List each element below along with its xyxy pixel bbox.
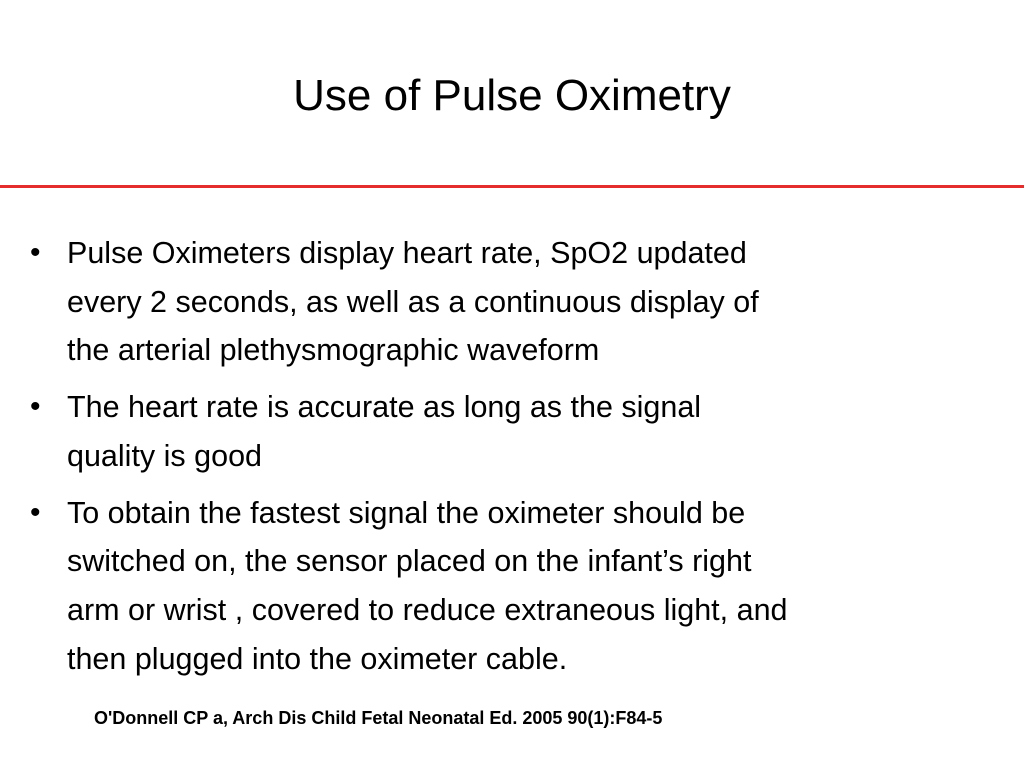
bullet-line: every 2 seconds, as well as a continuous display of	[67, 284, 759, 319]
bullet-icon: •	[30, 495, 41, 529]
bullet-icon: •	[30, 236, 41, 269]
slide-title: Use of Pulse Oximetry	[293, 71, 731, 120]
citation: O'Donnell CP a, Arch Dis Child Fetal Neonatal Ed. 2005 90(1):F84-5	[94, 708, 663, 728]
bullet-line: quality is good	[67, 438, 262, 473]
bullet-icon: •	[30, 390, 41, 424]
bullet-item	[30, 383, 1020, 480]
bullet-line: then plugged into the oximeter cable.	[67, 641, 568, 676]
bullet-item	[30, 489, 1020, 684]
bullet-line: switched on, the sensor placed on the infant’s right	[67, 544, 752, 579]
bullet-line: To obtain the fastest signal the oximeter should be	[67, 495, 746, 530]
title-divider	[0, 185, 1024, 188]
bullet-line: Pulse Oximeters display heart rate, SpO2 updated	[67, 236, 747, 270]
bullet-item	[30, 229, 1020, 375]
bullet-line: arm or wrist , covered to reduce extraneous light, and	[67, 592, 788, 627]
bullet-line: The heart rate is accurate as long as the signal	[67, 390, 702, 425]
bullet-line: the arterial plethysmographic waveform	[67, 333, 600, 368]
bullet-list	[30, 229, 1020, 691]
